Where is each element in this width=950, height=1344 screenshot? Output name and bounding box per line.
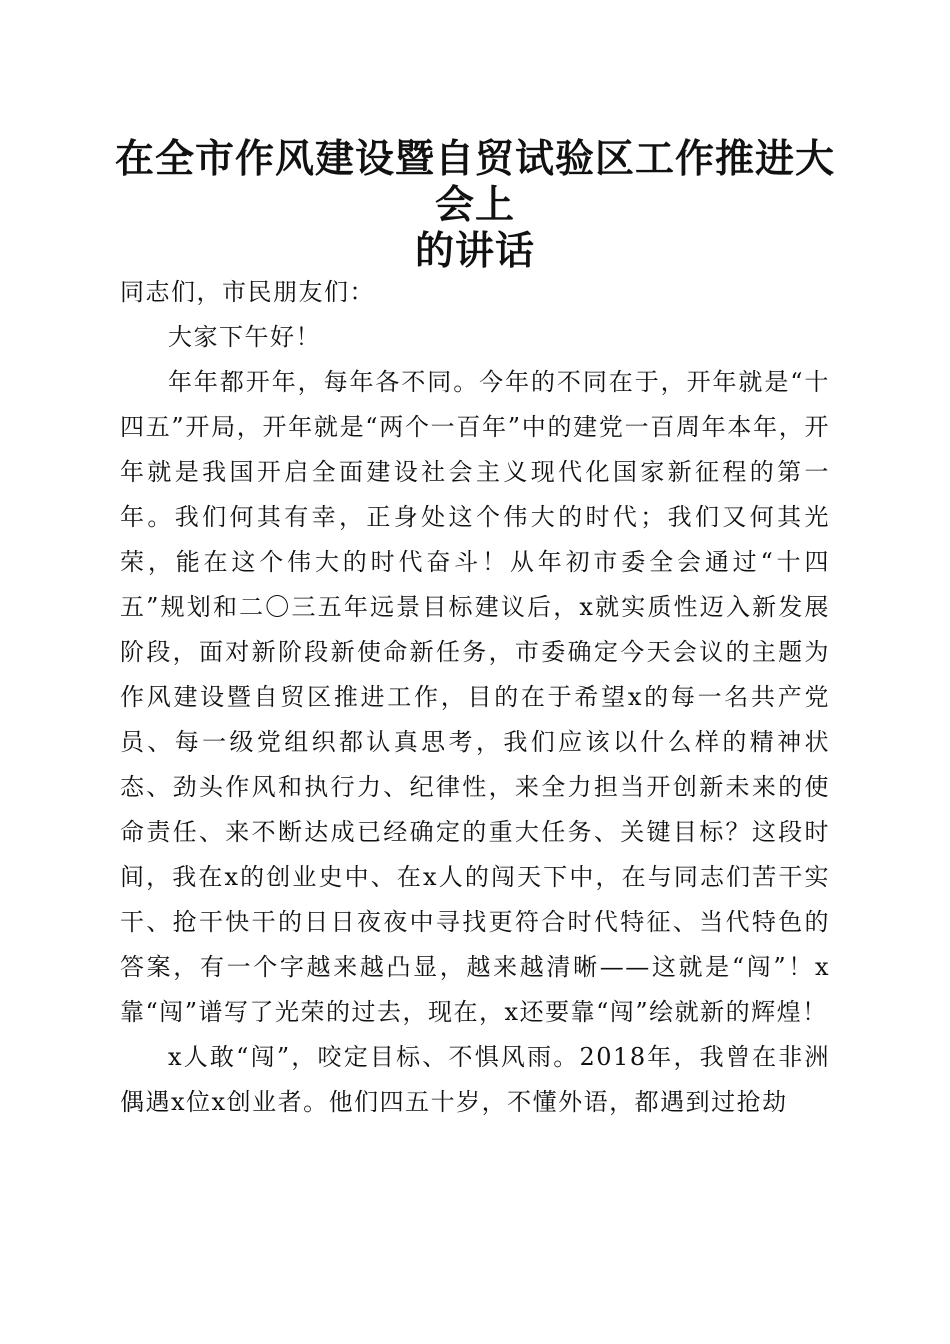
document-body — [120, 270, 830, 1125]
title-line-1: 在全市作风建设暨自贸试验区工作推进大会上 — [114, 136, 835, 228]
paragraph-2: x人敢“闯”，咬定目标、不惧风雨。2018年，我曾在非洲偶遇x位x创业者。他们四五十岁，不懂外语，都遇到过抢劫 — [120, 1043, 830, 1116]
paragraph-1: 年年都开年，每年各不同。今年的不同在于，开年就是“十四五”开局，开年就是“两个一百年”中的建党一百周年本年，开年就是我国开启全面建设社会主义现代化国家新征程的第一年。我们何其有幸，正身处这个伟大的时代；我们又何其光荣，能在这个伟大的时代奋斗！从年初市委全会通过“十四五”规划和二〇三五年远景目标建议后，x就实质性迈入新发展阶段，面对新阶段新使命新任务，市委确定今天会议的主题为作风建设暨自贸区推进工作，目的在于希望x的每一名共产党员、每一级党组织都认真思考，我们应该以什么样的精神状态、劲头作风和执行力、纪律性，来全力担当开创新未来的使命责任、来不断达成已经确定的重大任务、关键目标？这段时间，我在x的创业史中、在x人的闯天下中，在与同志们苦干实干、抢干快干的日日夜夜中寻找更符合时代特征、当代特色的答案，有一个字越来越凸显，越来越清晰——这就是“闯”！x靠“闯”谱写了光荣的过去，现在，x还要靠“闯”绘就新的辉煌！ — [120, 368, 830, 1026]
title-line-2: 的讲话 — [414, 228, 535, 274]
salutation: 同志们，市民朋友们： — [120, 278, 375, 306]
greeting: 大家下午好！ — [168, 323, 321, 351]
document-title — [100, 136, 850, 274]
